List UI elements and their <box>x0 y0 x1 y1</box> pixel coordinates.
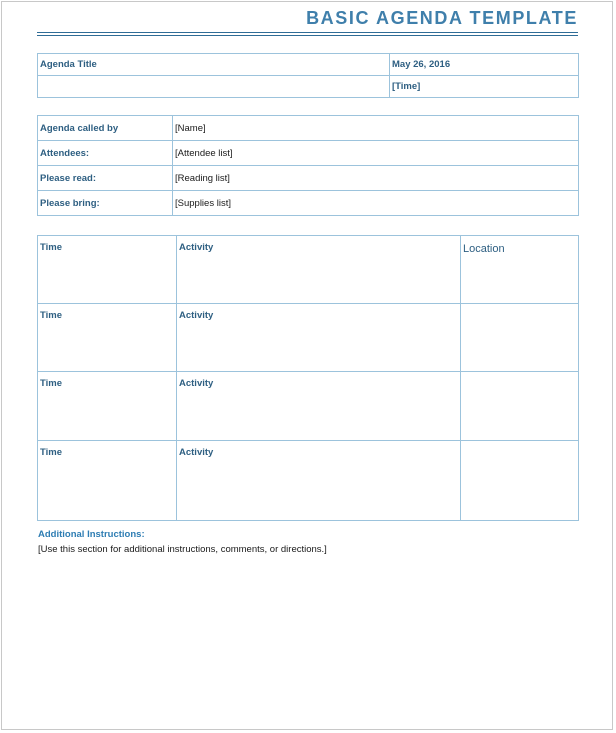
schedule-time[interactable]: Time <box>38 372 177 441</box>
schedule-activity[interactable]: Activity <box>177 236 461 304</box>
additional-instructions-text[interactable]: [Use this section for additional instructions, comments, or directions.] <box>38 544 327 555</box>
schedule-row <box>38 372 579 441</box>
schedule-row <box>38 304 579 372</box>
info-label: Agenda called by <box>38 116 173 141</box>
info-value[interactable]: [Reading list] <box>173 166 579 191</box>
info-row <box>38 141 579 166</box>
agenda-date[interactable]: May 26, 2016 <box>390 54 579 76</box>
schedule-activity[interactable]: Activity <box>177 304 461 372</box>
schedule-activity[interactable]: Activity <box>177 441 461 521</box>
schedule-row <box>38 441 579 521</box>
info-row <box>38 116 579 141</box>
schedule-row <box>38 236 579 304</box>
schedule-location[interactable] <box>461 372 579 441</box>
info-row <box>38 166 579 191</box>
info-value[interactable]: [Supplies list] <box>173 191 579 216</box>
schedule-time[interactable]: Time <box>38 441 177 521</box>
info-value[interactable]: [Name] <box>173 116 579 141</box>
schedule-location[interactable]: Location <box>461 236 579 304</box>
agenda-title-label[interactable]: Agenda Title <box>38 54 390 76</box>
document-title: BASIC AGENDA TEMPLATE <box>306 8 578 28</box>
agenda-header-table <box>37 53 579 98</box>
info-value[interactable]: [Attendee list] <box>173 141 579 166</box>
info-label: Attendees: <box>38 141 173 166</box>
schedule-location[interactable] <box>461 441 579 521</box>
agenda-time[interactable]: [Time] <box>390 76 579 98</box>
title-divider <box>37 32 578 36</box>
schedule-location[interactable] <box>461 304 579 372</box>
agenda-title-value[interactable] <box>38 76 390 98</box>
additional-instructions-label: Additional Instructions: <box>38 529 145 540</box>
schedule-activity[interactable]: Activity <box>177 372 461 441</box>
schedule-time[interactable]: Time <box>38 304 177 372</box>
agenda-info-table <box>37 115 579 216</box>
info-label: Please read: <box>38 166 173 191</box>
schedule-table <box>37 235 579 521</box>
info-label: Please bring: <box>38 191 173 216</box>
schedule-time[interactable]: Time <box>38 236 177 304</box>
info-row <box>38 191 579 216</box>
